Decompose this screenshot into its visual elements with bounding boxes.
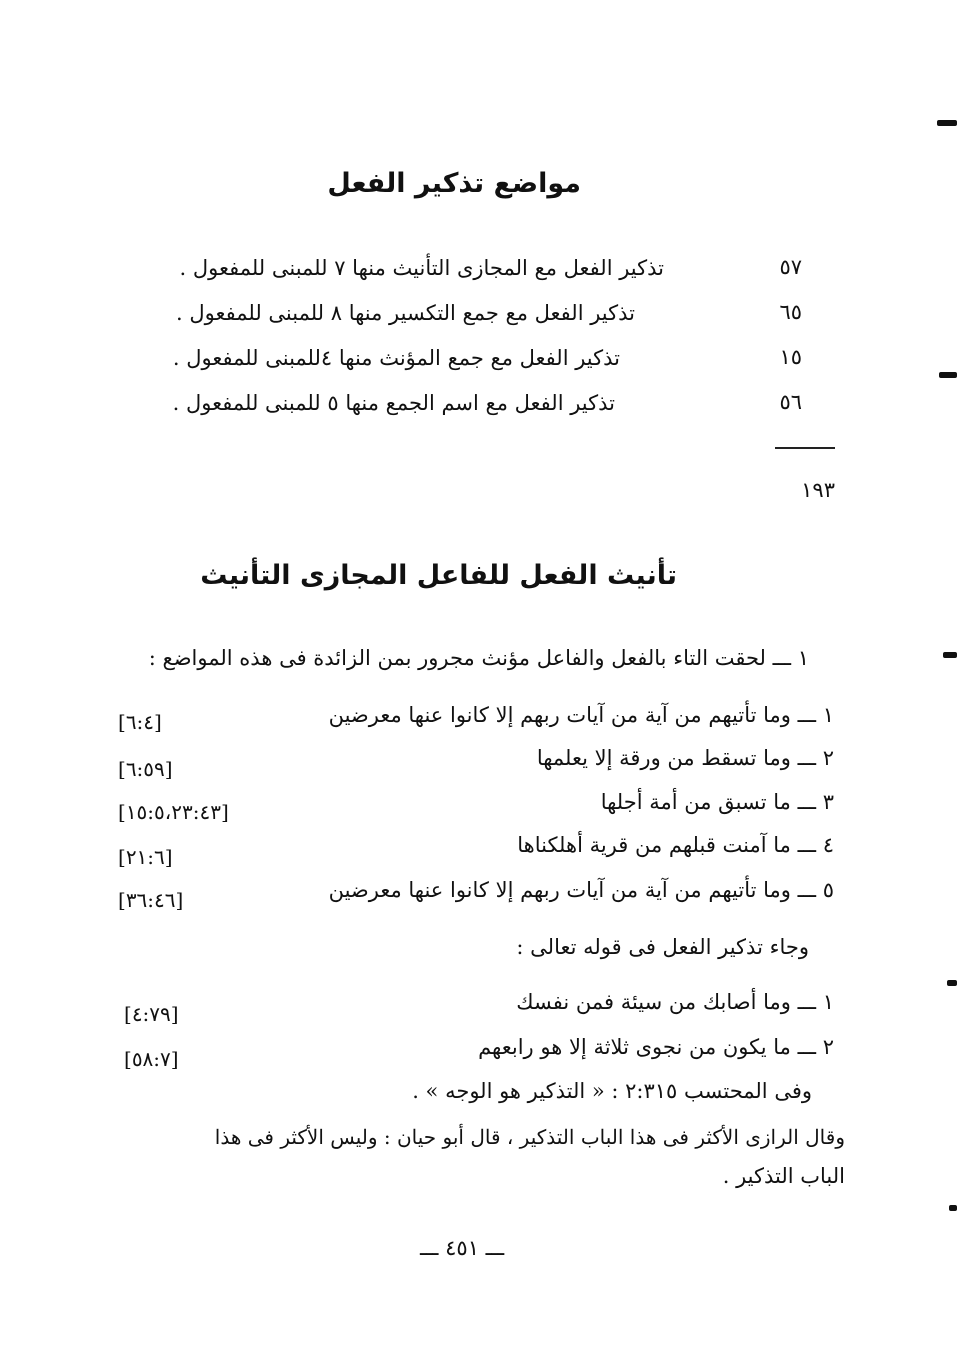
verse-text: ٢ ـــ وما تسقط من ورقة إلا يعلمها	[536, 746, 834, 770]
row-text: تذكير الفعل مع جمع المؤنث منها ٤للمبنى للمفعول .	[172, 346, 620, 370]
section2-title: تأنيث الفعل للفاعل المجازى التأنيث	[200, 560, 677, 591]
verse-ref: [١٥:٥،٢٣:٤٣]	[118, 800, 229, 824]
section1-title: مواضع تذكير الفعل	[327, 168, 581, 199]
verse-ref: [٥٨:٧]	[124, 1047, 179, 1071]
scan-marker	[943, 652, 957, 658]
section2-intro: ١ ـــ لحقت التاء بالفعل والفاعل مؤنث مجرور بمن الزائدة فى هذه المواضع :	[148, 646, 809, 670]
scan-marker	[937, 120, 957, 126]
row-text: تذكير الفعل مع المجازى التأنيث منها ٧ للمبنى للمفعول .	[179, 256, 664, 280]
verse-text: ٢ ـــ ما يكون من نجوى ثلاثة إلا هو رابعهم	[478, 1035, 834, 1059]
verse-text: ٥ ـــ وما تأتيهم من آية من آيات ربهم إلا كانوا عنها معرضين	[328, 878, 834, 902]
row-count: ٥٧	[779, 255, 802, 279]
note-razi-line2: الباب التذكير .	[722, 1164, 845, 1188]
verse-ref: [٢١:٦]	[118, 845, 173, 869]
note-muhtasab: وفى المحتسب ٢:٣١٥ : « التذكير هو الوجه » .	[412, 1079, 812, 1103]
masc-intro: وجاء تذكير الفعل فى قوله تعالى :	[516, 935, 809, 959]
verse-text: ١ ـــ وما تأتيهم من آية من آيات ربهم إلا كانوا عنها معرضين	[328, 703, 834, 727]
row-text: تذكير الفعل مع اسم الجمع منها ٥ للمبنى للمفعول .	[172, 391, 615, 415]
row-count: ١٥	[779, 345, 802, 369]
verse-ref: [٦:٥٩]	[118, 757, 173, 781]
verse-ref: [٤:٧٩]	[124, 1002, 179, 1026]
verse-ref: [٦:٤]	[118, 710, 162, 734]
page-number: ـــ ٤٥١ ـــ	[420, 1236, 505, 1260]
sum-rule	[775, 447, 835, 449]
note-razi-line1: وقال الرازى الأكثر فى هذا الباب التذكير ، قال أبو حيان : وليس الأكثر فى هذا	[214, 1125, 845, 1149]
scan-marker	[949, 1205, 957, 1211]
verse-ref: [٣٦:٤٦]	[118, 888, 184, 912]
scan-marker	[947, 980, 957, 986]
verse-text: ٣ ـــ ما تسبق من أمة أجلها	[600, 790, 834, 814]
verse-text: ١ ـــ وما أصابك من سيئة فمن نفسك	[516, 990, 834, 1014]
row-count: ٦٥	[779, 300, 802, 324]
scan-marker	[939, 372, 957, 378]
row-text: تذكير الفعل مع جمع التكسير منها ٨ للمبنى للمفعول .	[176, 301, 635, 325]
verse-text: ٤ ـــ ما آمنت قبلهم من قرية أهلكناها	[517, 833, 834, 857]
total-count: ١٩٣	[801, 478, 835, 502]
row-count: ٥٦	[779, 390, 802, 414]
